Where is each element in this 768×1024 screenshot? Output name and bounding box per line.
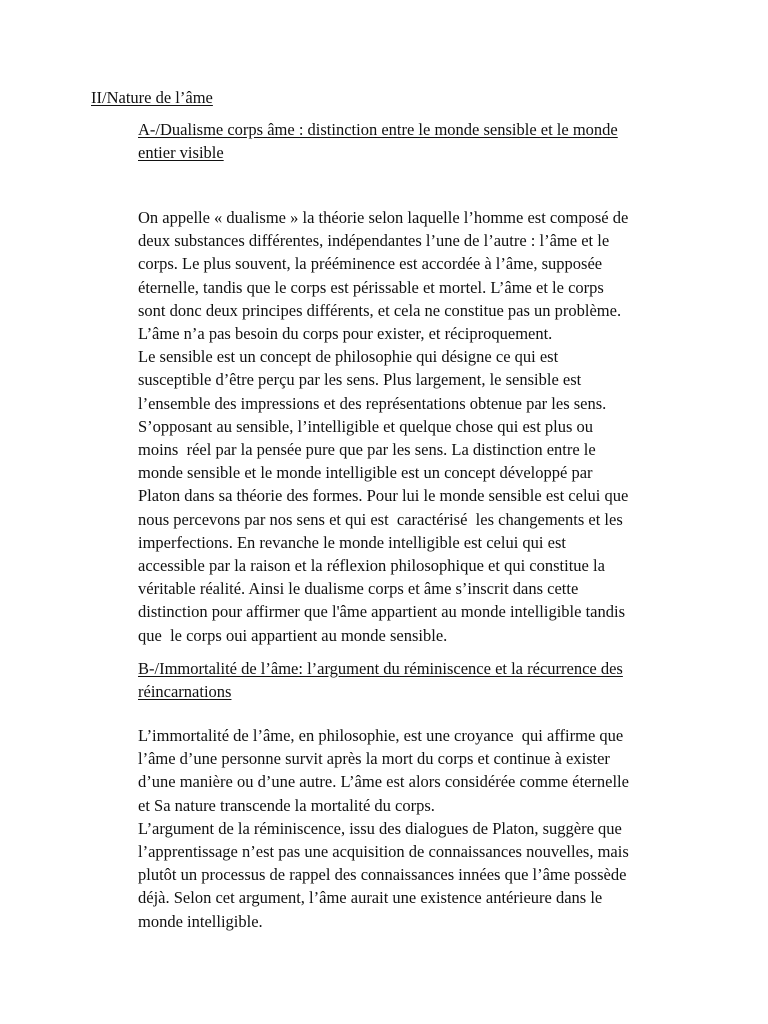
paragraph-line: l’apprentissage n’est pas une acquisition de connaissances nouvelles, mais	[138, 842, 629, 862]
paragraph-line: L’âme n’a pas besoin du corps pour exister, et réciproquement.	[138, 324, 553, 344]
paragraph-line: On appelle « dualisme » la théorie selon laquelle l’homme est composé de	[138, 208, 629, 227]
paragraph-line: Le sensible est un concept de philosophie qui désigne ce qui est	[138, 347, 559, 367]
paragraph-line: Platon dans sa théorie des formes. Pour lui le monde sensible est celui que	[138, 486, 629, 506]
subsection-b-title	[138, 657, 688, 703]
paragraph-line: que le corps oui appartient au monde sensible.	[138, 625, 448, 645]
paragraph-line: L’immortalité de l’âme, en philosophie, est une croyance qui affirme que	[138, 726, 624, 745]
paragraph-line: deux substances différentes, indépendantes l’une de l’autre : l’âme et le	[138, 231, 610, 251]
paragraph-line: l’ensemble des impressions et des représentations obtenue par les sens.	[138, 393, 607, 413]
paragraph-line: et Sa nature transcende la mortalité du corps.	[138, 795, 435, 815]
subsection-b-title-line: réincarnations	[138, 682, 232, 701]
section-heading: II/Nature de l’âme	[91, 88, 213, 107]
paragraph-line: imperfections. En revanche le monde intelligible est celui qui est	[138, 532, 566, 552]
paragraph-line: plutôt un processus de rappel des connaissances innées que l’âme possède	[138, 865, 627, 885]
paragraph-line: moins réel par la pensée pure que par les sens. La distinction entre le	[138, 440, 596, 460]
subsection-a-title-line: entier visible	[138, 143, 224, 162]
paragraph-line: véritable réalité. Ainsi le dualisme corps et âme s’inscrit dans cette	[138, 579, 579, 599]
subsection-a-title-line: A-/Dualisme corps âme : distinction entre le monde sensible et le monde	[138, 120, 618, 139]
paragraph-line: S’opposant au sensible, l’intelligible et quelque chose qui est plus ou	[138, 416, 594, 436]
subsection-b-paragraph	[138, 724, 698, 933]
paragraph-line: éternelle, tandis que le corps est périssable et mortel. L’âme et le corps	[138, 277, 604, 297]
paragraph-line: L’argument de la réminiscence, issu des dialogues de Platon, suggère que	[138, 818, 622, 838]
paragraph-line: d’une manière ou d’une autre. L’âme est alors considérée comme éternelle	[138, 772, 629, 792]
paragraph-line: corps. Le plus souvent, la prééminence est accordée à l’âme, supposée	[138, 254, 603, 274]
paragraph-line: sont donc deux principes différents, et cela ne constitue pas un problème.	[138, 300, 622, 320]
paragraph-line: l’âme d’une personne survit après la mort du corps et continue à exister	[138, 749, 610, 769]
paragraph-line: distinction pour affirmer que l'âme appartient au monde intelligible tandis	[138, 602, 625, 622]
subsection-a-title	[138, 118, 688, 164]
paragraph-line: nous percevons par nos sens et qui est caractérisé les changements et les	[138, 509, 623, 529]
paragraph-line: susceptible d’être perçu par les sens. Plus largement, le sensible est	[138, 370, 582, 390]
subsection-b-title-line: B-/Immortalité de l’âme: l’argument du réminiscence et la récurrence des	[138, 659, 623, 678]
paragraph-line: monde intelligible.	[138, 911, 263, 931]
paragraph-line: déjà. Selon cet argument, l’âme aurait une existence antérieure dans le	[138, 888, 603, 908]
paragraph-line: monde sensible et le monde intelligible est un concept développé par	[138, 463, 593, 483]
subsection-a-paragraph	[138, 206, 698, 647]
paragraph-line: accessible par la raison et la réflexion philosophique et qui constitue la	[138, 556, 605, 576]
